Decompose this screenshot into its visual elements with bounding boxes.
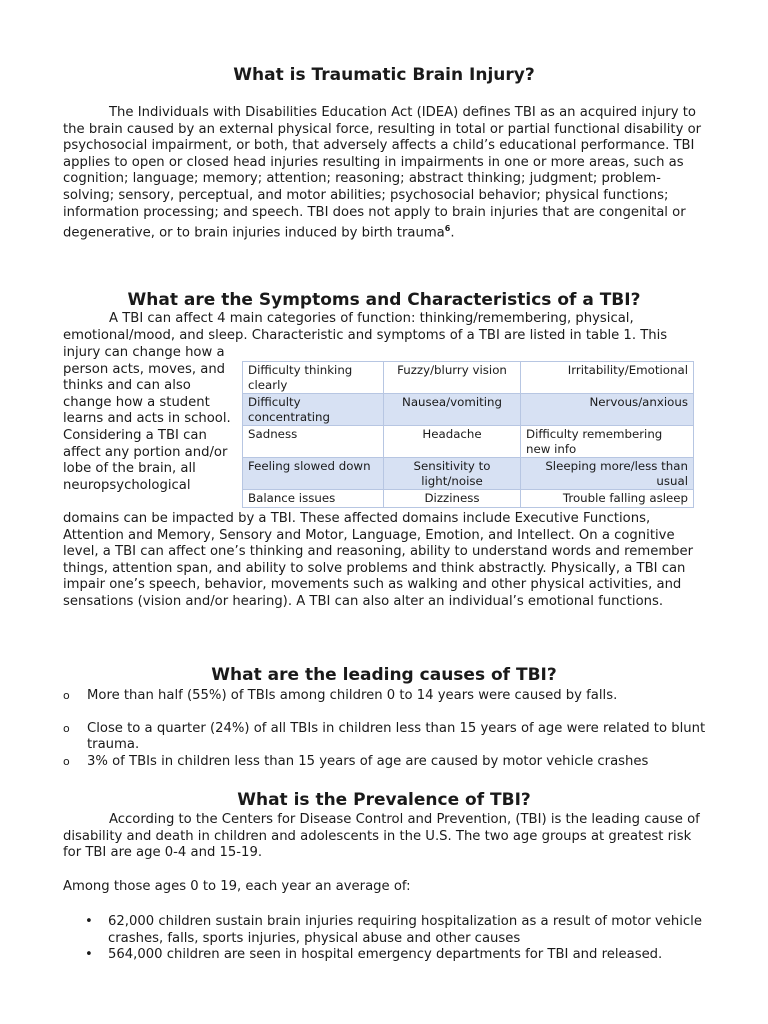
circle-bullet-icon: o <box>63 689 70 702</box>
prevalence-paragraph <box>63 812 711 862</box>
table-cell: Fuzzy/blurry vision <box>384 362 521 394</box>
table-row <box>243 394 694 426</box>
idea-definition-end: . <box>450 225 455 241</box>
table-cell: Dizziness <box>384 490 521 508</box>
table-cell: Nervous/anxious <box>521 394 694 426</box>
list-item <box>85 914 711 947</box>
table-row <box>243 490 694 508</box>
symptoms-intro-text: A TBI can affect 4 main categories of function: thinking/remembering, physical, emotional/mood, and sleep. Characteristic and symptoms of a TBI are listed in table 1. This <box>63 311 668 343</box>
table-cell: Difficulty concentrating <box>243 394 384 426</box>
symptoms-wrap-text: injury can change how a person acts, moves, and thinks and can also change how a student learns and acts in school. Considering a TBI can affect any portion and/or lobe of the brain, all neuropsychological <box>63 345 231 493</box>
circle-bullet-icon: o <box>63 721 70 735</box>
table-cell: Difficulty thinking clearly <box>243 362 384 394</box>
circle-bullet-icon: o <box>63 754 70 768</box>
table-cell: Nausea/vomiting <box>384 394 521 426</box>
list-item-text: Close to a quarter (24%) of all TBIs in children less than 15 years of age were related to blunt trauma. <box>87 720 706 753</box>
prevalence-heading: What is the Prevalence of TBI? <box>237 790 531 810</box>
list-item-text: 3% of TBIs in children less than 15 years of age are caused by motor vehicle crashes <box>87 753 649 769</box>
table-row <box>243 426 694 458</box>
list-item <box>85 947 711 964</box>
ages-line: Among those ages 0 to 19, each year an average of: <box>63 879 411 894</box>
causes-heading: What are the leading causes of TBI? <box>211 665 557 685</box>
symptoms-domains-paragraph: domains can be impacted by a TBI. These affected domains include Executive Functions, Attention and Memory, Sensory and Motor, Language, Emotion, and Intellect. On a cognitive level, a TBI can affect one’s thinking and reasoning, ability to understand words and remember things, attention span, and ability to solve problems and think abstractly. Physically, a TBI can impair one’s speech, behavior, movements such as walking and other physical activities, and sensations (vision and/or hearing). A TBI can also alter an individual’s emotional functions. <box>63 511 694 609</box>
table-cell: Balance issues <box>243 490 384 508</box>
list-item <box>63 721 711 754</box>
prevalence-text: According to the Centers for Disease Control and Prevention, (TBI) is the leading cause of disability and death in children and adolescents in the U.S. The two age groups at greatest risk for TBI are age 0-4 and 15-19. <box>63 812 700 861</box>
table-cell: Difficulty remembering new info <box>521 426 694 458</box>
footnote-marker: 6 <box>444 224 451 234</box>
list-item <box>63 688 711 705</box>
list-item-text: More than half (55%) of TBIs among children 0 to 14 years were caused by falls. <box>87 688 618 703</box>
causes-list <box>63 688 711 770</box>
symptoms-intro-paragraph <box>63 311 711 344</box>
page-title: What is Traumatic Brain Injury? <box>233 65 535 85</box>
table-cell: Headache <box>384 426 521 458</box>
idea-definition-text: The Individuals with Disabilities Education Act (IDEA) defines TBI as an acquired injury to the brain caused by an external physical force, resulting in total or partial functional disability or psychosocial impairment, or both, that adversely affects a child’s educational performance. TBI applies to open or closed head injuries resulting in impairments in one or more areas, such as cognition; language; memory; attention; reasoning; abstract thinking; judgment; problem-solving; sensory, perceptual, and motor abilities; psychosocial behavior; physical functions; information processing; and speech. TBI does not apply to brain injuries that are congenital or degenerative, or to brain injuries induced by birth trauma <box>63 105 702 241</box>
symptoms-table <box>242 361 694 508</box>
table-cell: Feeling slowed down <box>243 458 384 490</box>
table-row <box>243 458 694 490</box>
list-item <box>63 754 711 771</box>
prevalence-list <box>85 914 711 964</box>
symptoms-heading: What are the Symptoms and Characteristics of a TBI? <box>127 290 641 310</box>
table-cell: Sadness <box>243 426 384 458</box>
table-cell: Sensitivity to light/noise <box>384 458 521 490</box>
table-row <box>243 362 694 394</box>
list-item-text: 62,000 children sustain brain injuries requiring hospitalization as a result of motor vehicle crashes, falls, sports injuries, physical abuse and other causes <box>108 914 702 946</box>
idea-definition-paragraph <box>63 105 711 242</box>
bullet-icon: • <box>85 914 93 929</box>
list-item-text: 564,000 children are seen in hospital emergency departments for TBI and released. <box>108 947 663 963</box>
table-cell: Sleeping more/less than usual <box>521 458 694 490</box>
table-cell: Trouble falling asleep <box>521 490 694 508</box>
table-cell: Irritability/Emotional <box>521 362 694 394</box>
bullet-icon: • <box>85 947 93 963</box>
